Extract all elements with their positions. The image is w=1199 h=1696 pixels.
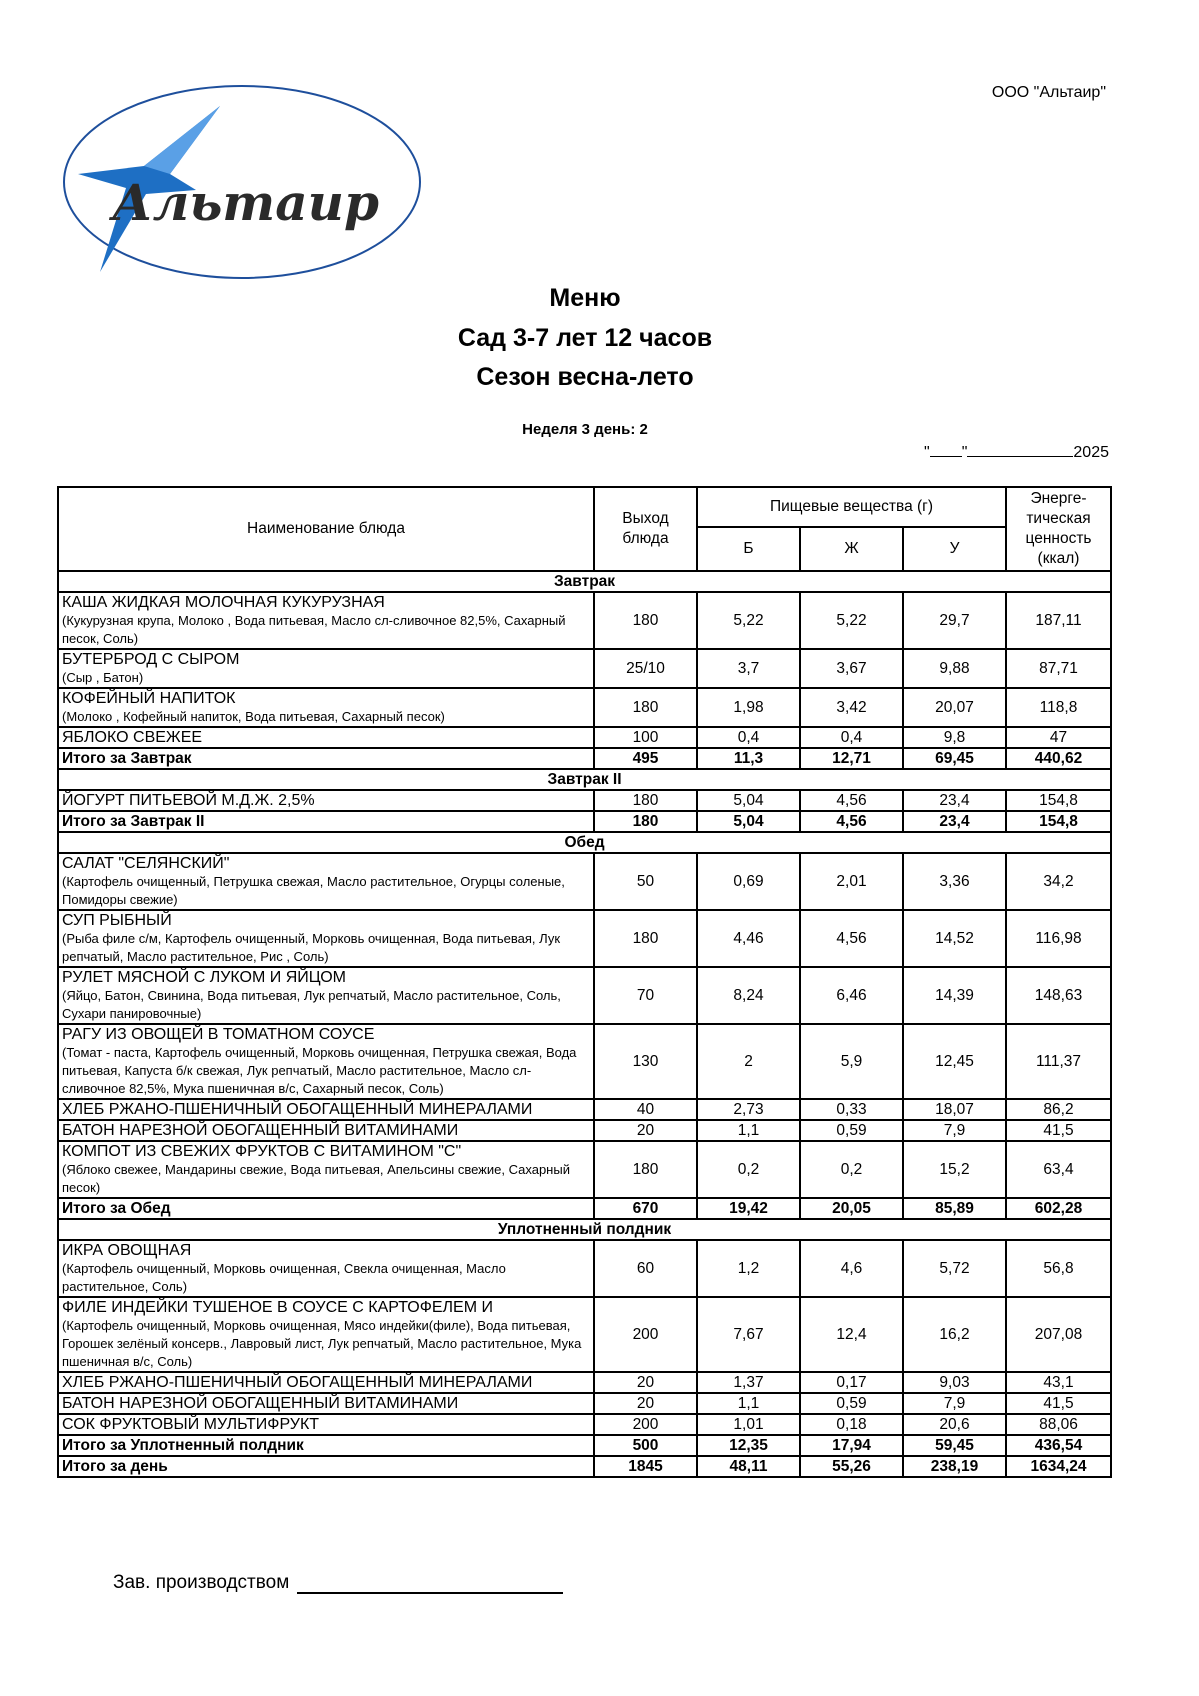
section-title: Завтрак bbox=[58, 571, 1111, 592]
cell-yield: 200 bbox=[594, 1297, 697, 1372]
cell-u: 9,88 bbox=[903, 649, 1006, 688]
section-header-row bbox=[58, 1219, 1111, 1240]
dish-cell bbox=[58, 910, 594, 967]
cell-u: 29,7 bbox=[903, 592, 1006, 649]
dish-cell bbox=[58, 1297, 594, 1372]
date-year: 2025 bbox=[1073, 444, 1109, 461]
cell-energy: 34,2 bbox=[1006, 853, 1111, 910]
cell-zh: 4,6 bbox=[800, 1240, 903, 1297]
cell-zh: 0,18 bbox=[800, 1414, 903, 1435]
dish-cell bbox=[58, 1372, 594, 1393]
total-label: Итого за Завтрак II bbox=[58, 811, 594, 832]
cell-yield: 20 bbox=[594, 1393, 697, 1414]
cell-yield: 180 bbox=[594, 688, 697, 727]
total-b: 11,3 bbox=[697, 748, 800, 769]
day-total-u: 238,19 bbox=[903, 1456, 1006, 1477]
cell-u: 18,07 bbox=[903, 1099, 1006, 1120]
total-energy: 436,54 bbox=[1006, 1435, 1111, 1456]
cell-energy: 56,8 bbox=[1006, 1240, 1111, 1297]
dish-ingredients: (Картофель очищенный, Морковь очищенная, Свекла очищенная, Масло растительное, Соль) bbox=[62, 1261, 506, 1294]
cell-u: 20,6 bbox=[903, 1414, 1006, 1435]
cell-b: 8,24 bbox=[697, 967, 800, 1024]
season-label: Сезон весна-лето bbox=[476, 363, 694, 391]
total-energy: 154,8 bbox=[1006, 811, 1111, 832]
cell-energy: 63,4 bbox=[1006, 1141, 1111, 1198]
table-row bbox=[58, 1414, 1111, 1435]
dish-name: РАГУ ИЗ ОВОЩЕЙ В ТОМАТНОМ СОУСЕ bbox=[62, 1026, 375, 1043]
cell-b: 0,2 bbox=[697, 1141, 800, 1198]
total-yield: 180 bbox=[594, 811, 697, 832]
header-zh: Ж bbox=[800, 527, 903, 571]
cell-u: 9,8 bbox=[903, 727, 1006, 748]
dish-name: СОК ФРУКТОВЫЙ МУЛЬТИФРУКТ bbox=[62, 1416, 320, 1433]
cell-zh: 5,9 bbox=[800, 1024, 903, 1099]
dish-name: ЙОГУРТ ПИТЬЕВОЙ М.Д.Ж. 2,5% bbox=[62, 792, 315, 809]
cell-yield: 200 bbox=[594, 1414, 697, 1435]
cell-energy: 148,63 bbox=[1006, 967, 1111, 1024]
dish-name: КОМПОТ ИЗ СВЕЖИХ ФРУКТОВ С ВИТАМИНОМ "С" bbox=[62, 1143, 462, 1160]
table-row bbox=[58, 1099, 1111, 1120]
total-zh: 20,05 bbox=[800, 1198, 903, 1219]
dish-ingredients: (Рыба филе с/м, Картофель очищенный, Морковь очищенная, Вода питьевая, Лук репчатый, Масло растительное, Рис , Соль) bbox=[62, 931, 561, 964]
menu-table bbox=[57, 486, 1112, 1478]
cell-yield: 180 bbox=[594, 1141, 697, 1198]
cell-u: 7,9 bbox=[903, 1120, 1006, 1141]
cell-b: 2,73 bbox=[697, 1099, 800, 1120]
cell-b: 5,22 bbox=[697, 592, 800, 649]
page-title: Меню bbox=[549, 284, 621, 312]
dish-name: БУТЕРБРОД С СЫРОМ bbox=[62, 651, 240, 668]
header-nutrients: Пищевые вещества (г) bbox=[697, 487, 1006, 527]
total-energy: 602,28 bbox=[1006, 1198, 1111, 1219]
cell-b: 0,4 bbox=[697, 727, 800, 748]
table-row bbox=[58, 1024, 1111, 1099]
signature-blank bbox=[297, 1592, 563, 1594]
total-u: 59,45 bbox=[903, 1435, 1006, 1456]
header-u: У bbox=[903, 527, 1006, 571]
cell-u: 9,03 bbox=[903, 1372, 1006, 1393]
cell-yield: 25/10 bbox=[594, 649, 697, 688]
section-header-row bbox=[58, 769, 1111, 790]
cell-b: 1,98 bbox=[697, 688, 800, 727]
page-subtitle: Сад 3-7 лет 12 часов bbox=[457, 324, 713, 352]
dish-ingredients: (Томат - паста, Картофель очищенный, Морковь очищенная, Петрушка свежая, Вода питьевая, Капуста б/к свежая, Лук репчатый, Масло растительное, Масло сл-сливочное 82,5%, Мука пшеничная в/с, Сахарный песок, Соль) bbox=[62, 1045, 577, 1096]
section-title: Завтрак II bbox=[58, 769, 1111, 790]
cell-zh: 3,42 bbox=[800, 688, 903, 727]
dish-name: САЛАТ "СЕЛЯНСКИЙ" bbox=[62, 855, 230, 872]
dish-ingredients: (Кукурузная крупа, Молоко , Вода питьевая, Масло сл-сливочное 82,5%, Сахарный песок, Соль) bbox=[62, 613, 566, 646]
cell-zh: 0,17 bbox=[800, 1372, 903, 1393]
total-b: 12,35 bbox=[697, 1435, 800, 1456]
dish-name: ХЛЕБ РЖАНО-ПШЕНИЧНЫЙ ОБОГАЩЕННЫЙ МИНЕРАЛАМИ bbox=[62, 1374, 533, 1391]
dish-ingredients: (Яйцо, Батон, Свинина, Вода питьевая, Лук репчатый, Масло растительное, Соль, Сухари панировочные) bbox=[62, 988, 561, 1021]
company-name: ООО "Альтаир" bbox=[991, 84, 1106, 101]
cell-zh: 0,59 bbox=[800, 1120, 903, 1141]
cell-yield: 20 bbox=[594, 1372, 697, 1393]
cell-zh: 5,22 bbox=[800, 592, 903, 649]
dish-name: ЯБЛОКО СВЕЖЕЕ bbox=[62, 729, 203, 746]
header-energy: Энерге-тическая ценность (ккал) bbox=[1006, 487, 1111, 571]
week-day-label: Неделя 3 день: 2 bbox=[522, 421, 648, 438]
dish-cell bbox=[58, 649, 594, 688]
cell-yield: 130 bbox=[594, 1024, 697, 1099]
total-u: 69,45 bbox=[903, 748, 1006, 769]
table-row bbox=[58, 1297, 1111, 1372]
cell-energy: 207,08 bbox=[1006, 1297, 1111, 1372]
cell-zh: 12,4 bbox=[800, 1297, 903, 1372]
total-label: Итого за Завтрак bbox=[58, 748, 594, 769]
section-title: Уплотненный полдник bbox=[58, 1219, 1111, 1240]
cell-energy: 41,5 bbox=[1006, 1393, 1111, 1414]
cell-b: 5,04 bbox=[697, 790, 800, 811]
table-row bbox=[58, 1240, 1111, 1297]
cell-b: 7,67 bbox=[697, 1297, 800, 1372]
table-row bbox=[58, 688, 1111, 727]
day-total-energy: 1634,24 bbox=[1006, 1456, 1111, 1477]
cell-u: 12,45 bbox=[903, 1024, 1006, 1099]
total-energy: 440,62 bbox=[1006, 748, 1111, 769]
cell-b: 4,46 bbox=[697, 910, 800, 967]
dish-cell bbox=[58, 1141, 594, 1198]
dish-cell bbox=[58, 853, 594, 910]
cell-b: 1,37 bbox=[697, 1372, 800, 1393]
cell-energy: 187,11 bbox=[1006, 592, 1111, 649]
cell-zh: 0,4 bbox=[800, 727, 903, 748]
table-row bbox=[58, 649, 1111, 688]
dish-cell bbox=[58, 727, 594, 748]
day-total-yield: 1845 bbox=[594, 1456, 697, 1477]
table-row bbox=[58, 853, 1111, 910]
cell-yield: 180 bbox=[594, 910, 697, 967]
cell-u: 3,36 bbox=[903, 853, 1006, 910]
cell-energy: 41,5 bbox=[1006, 1120, 1111, 1141]
cell-yield: 180 bbox=[594, 592, 697, 649]
cell-energy: 154,8 bbox=[1006, 790, 1111, 811]
cell-energy: 88,06 bbox=[1006, 1414, 1111, 1435]
table-row bbox=[58, 1141, 1111, 1198]
table-row bbox=[58, 592, 1111, 649]
cell-energy: 116,98 bbox=[1006, 910, 1111, 967]
cell-energy: 111,37 bbox=[1006, 1024, 1111, 1099]
header-yield: Выход блюда bbox=[594, 487, 697, 571]
cell-b: 0,69 bbox=[697, 853, 800, 910]
signature-line bbox=[113, 1572, 563, 1594]
dish-name: РУЛЕТ МЯСНОЙ С ЛУКОМ И ЯЙЦОМ bbox=[62, 969, 347, 986]
cell-zh: 4,56 bbox=[800, 910, 903, 967]
cell-yield: 40 bbox=[594, 1099, 697, 1120]
cell-zh: 2,01 bbox=[800, 853, 903, 910]
cell-u: 7,9 bbox=[903, 1393, 1006, 1414]
dish-name: ИКРА ОВОЩНАЯ bbox=[62, 1242, 192, 1259]
date-line: " " 2025 bbox=[924, 444, 1109, 461]
cell-yield: 60 bbox=[594, 1240, 697, 1297]
total-row bbox=[58, 811, 1111, 832]
cell-energy: 86,2 bbox=[1006, 1099, 1111, 1120]
cell-u: 15,2 bbox=[903, 1141, 1006, 1198]
dish-name: БАТОН НАРЕЗНОЙ ОБОГАЩЕННЫЙ ВИТАМИНАМИ bbox=[62, 1395, 459, 1412]
section-title: Обед bbox=[58, 832, 1111, 853]
dish-cell bbox=[58, 967, 594, 1024]
cell-zh: 0,33 bbox=[800, 1099, 903, 1120]
cell-b: 1,1 bbox=[697, 1120, 800, 1141]
day-total-row bbox=[58, 1456, 1111, 1477]
cell-energy: 43,1 bbox=[1006, 1372, 1111, 1393]
cell-u: 20,07 bbox=[903, 688, 1006, 727]
cell-b: 1,01 bbox=[697, 1414, 800, 1435]
dish-cell bbox=[58, 1240, 594, 1297]
cell-b: 3,7 bbox=[697, 649, 800, 688]
cell-yield: 100 bbox=[594, 727, 697, 748]
dish-cell bbox=[58, 790, 594, 811]
dish-cell bbox=[58, 1099, 594, 1120]
dish-name: КАША ЖИДКАЯ МОЛОЧНАЯ КУКУРУЗНАЯ bbox=[62, 594, 385, 611]
total-yield: 495 bbox=[594, 748, 697, 769]
dish-cell bbox=[58, 1414, 594, 1435]
cell-yield: 70 bbox=[594, 967, 697, 1024]
total-u: 85,89 bbox=[903, 1198, 1006, 1219]
total-zh: 17,94 bbox=[800, 1435, 903, 1456]
cell-u: 5,72 bbox=[903, 1240, 1006, 1297]
dish-ingredients: (Молоко , Кофейный напиток, Вода питьевая, Сахарный песок) bbox=[62, 709, 445, 724]
dish-ingredients: (Картофель очищенный, Петрушка свежая, Масло растительное, Огурцы соленые, Помидоры свежие) bbox=[62, 874, 565, 907]
total-label: Итого за Уплотненный полдник bbox=[58, 1435, 594, 1456]
cell-yield: 50 bbox=[594, 853, 697, 910]
total-b: 19,42 bbox=[697, 1198, 800, 1219]
cell-b: 1,1 bbox=[697, 1393, 800, 1414]
section-header-row bbox=[58, 832, 1111, 853]
total-row bbox=[58, 1198, 1111, 1219]
total-yield: 500 bbox=[594, 1435, 697, 1456]
table-row bbox=[58, 967, 1111, 1024]
dish-cell bbox=[58, 1024, 594, 1099]
cell-yield: 180 bbox=[594, 790, 697, 811]
day-total-zh: 55,26 bbox=[800, 1456, 903, 1477]
cell-b: 1,2 bbox=[697, 1240, 800, 1297]
cell-zh: 0,2 bbox=[800, 1141, 903, 1198]
cell-u: 14,39 bbox=[903, 967, 1006, 1024]
cell-zh: 6,46 bbox=[800, 967, 903, 1024]
cell-zh: 4,56 bbox=[800, 790, 903, 811]
table-row bbox=[58, 1120, 1111, 1141]
total-label: Итого за Обед bbox=[58, 1198, 594, 1219]
total-yield: 670 bbox=[594, 1198, 697, 1219]
total-zh: 4,56 bbox=[800, 811, 903, 832]
cell-b: 2 bbox=[697, 1024, 800, 1099]
total-row bbox=[58, 1435, 1111, 1456]
day-total-label: Итого за день bbox=[58, 1456, 594, 1477]
cell-zh: 3,67 bbox=[800, 649, 903, 688]
section-header-row bbox=[58, 571, 1111, 592]
dish-ingredients: (Яблоко свежее, Мандарины свежие, Вода питьевая, Апельсины свежие, Сахарный песок) bbox=[62, 1162, 570, 1195]
dish-ingredients: (Сыр , Батон) bbox=[62, 670, 144, 685]
cell-u: 16,2 bbox=[903, 1297, 1006, 1372]
dish-name: ФИЛЕ ИНДЕЙКИ ТУШЕНОЕ В СОУСЕ С КАРТОФЕЛЕМ И bbox=[62, 1299, 493, 1316]
cell-zh: 0,59 bbox=[800, 1393, 903, 1414]
dish-name: СУП РЫБНЫЙ bbox=[62, 912, 172, 929]
altair-logo bbox=[60, 82, 424, 282]
header-b: Б bbox=[697, 527, 800, 571]
cell-yield: 20 bbox=[594, 1120, 697, 1141]
table-row bbox=[58, 1372, 1111, 1393]
logo-text: Альтаир bbox=[112, 173, 379, 232]
dish-cell bbox=[58, 688, 594, 727]
table-row bbox=[58, 727, 1111, 748]
dish-cell bbox=[58, 592, 594, 649]
total-row bbox=[58, 748, 1111, 769]
dish-name: ХЛЕБ РЖАНО-ПШЕНИЧНЫЙ ОБОГАЩЕННЫЙ МИНЕРАЛАМИ bbox=[62, 1101, 533, 1118]
dish-name: КОФЕЙНЫЙ НАПИТОК bbox=[62, 690, 236, 707]
table-row bbox=[58, 1393, 1111, 1414]
cell-u: 14,52 bbox=[903, 910, 1006, 967]
dish-cell bbox=[58, 1393, 594, 1414]
dish-name: БАТОН НАРЕЗНОЙ ОБОГАЩЕННЫЙ ВИТАМИНАМИ bbox=[62, 1122, 459, 1139]
cell-energy: 87,71 bbox=[1006, 649, 1111, 688]
cell-energy: 118,8 bbox=[1006, 688, 1111, 727]
signature-label: Зав. производством bbox=[113, 1572, 290, 1593]
total-u: 23,4 bbox=[903, 811, 1006, 832]
dish-ingredients: (Картофель очищенный, Морковь очищенная, Мясо индейки(филе), Вода питьевая, Горошек зелёный консерв., Лавровый лист, Лук репчатый, Масло растительное, Мука пшеничная в/с, Соль) bbox=[62, 1318, 582, 1369]
total-zh: 12,71 bbox=[800, 748, 903, 769]
table-row bbox=[58, 910, 1111, 967]
menu-body bbox=[58, 571, 1111, 1477]
total-b: 5,04 bbox=[697, 811, 800, 832]
cell-u: 23,4 bbox=[903, 790, 1006, 811]
dish-cell bbox=[58, 1120, 594, 1141]
cell-energy: 47 bbox=[1006, 727, 1111, 748]
table-row bbox=[58, 790, 1111, 811]
header-name: Наименование блюда bbox=[58, 487, 594, 571]
day-total-b: 48,11 bbox=[697, 1456, 800, 1477]
